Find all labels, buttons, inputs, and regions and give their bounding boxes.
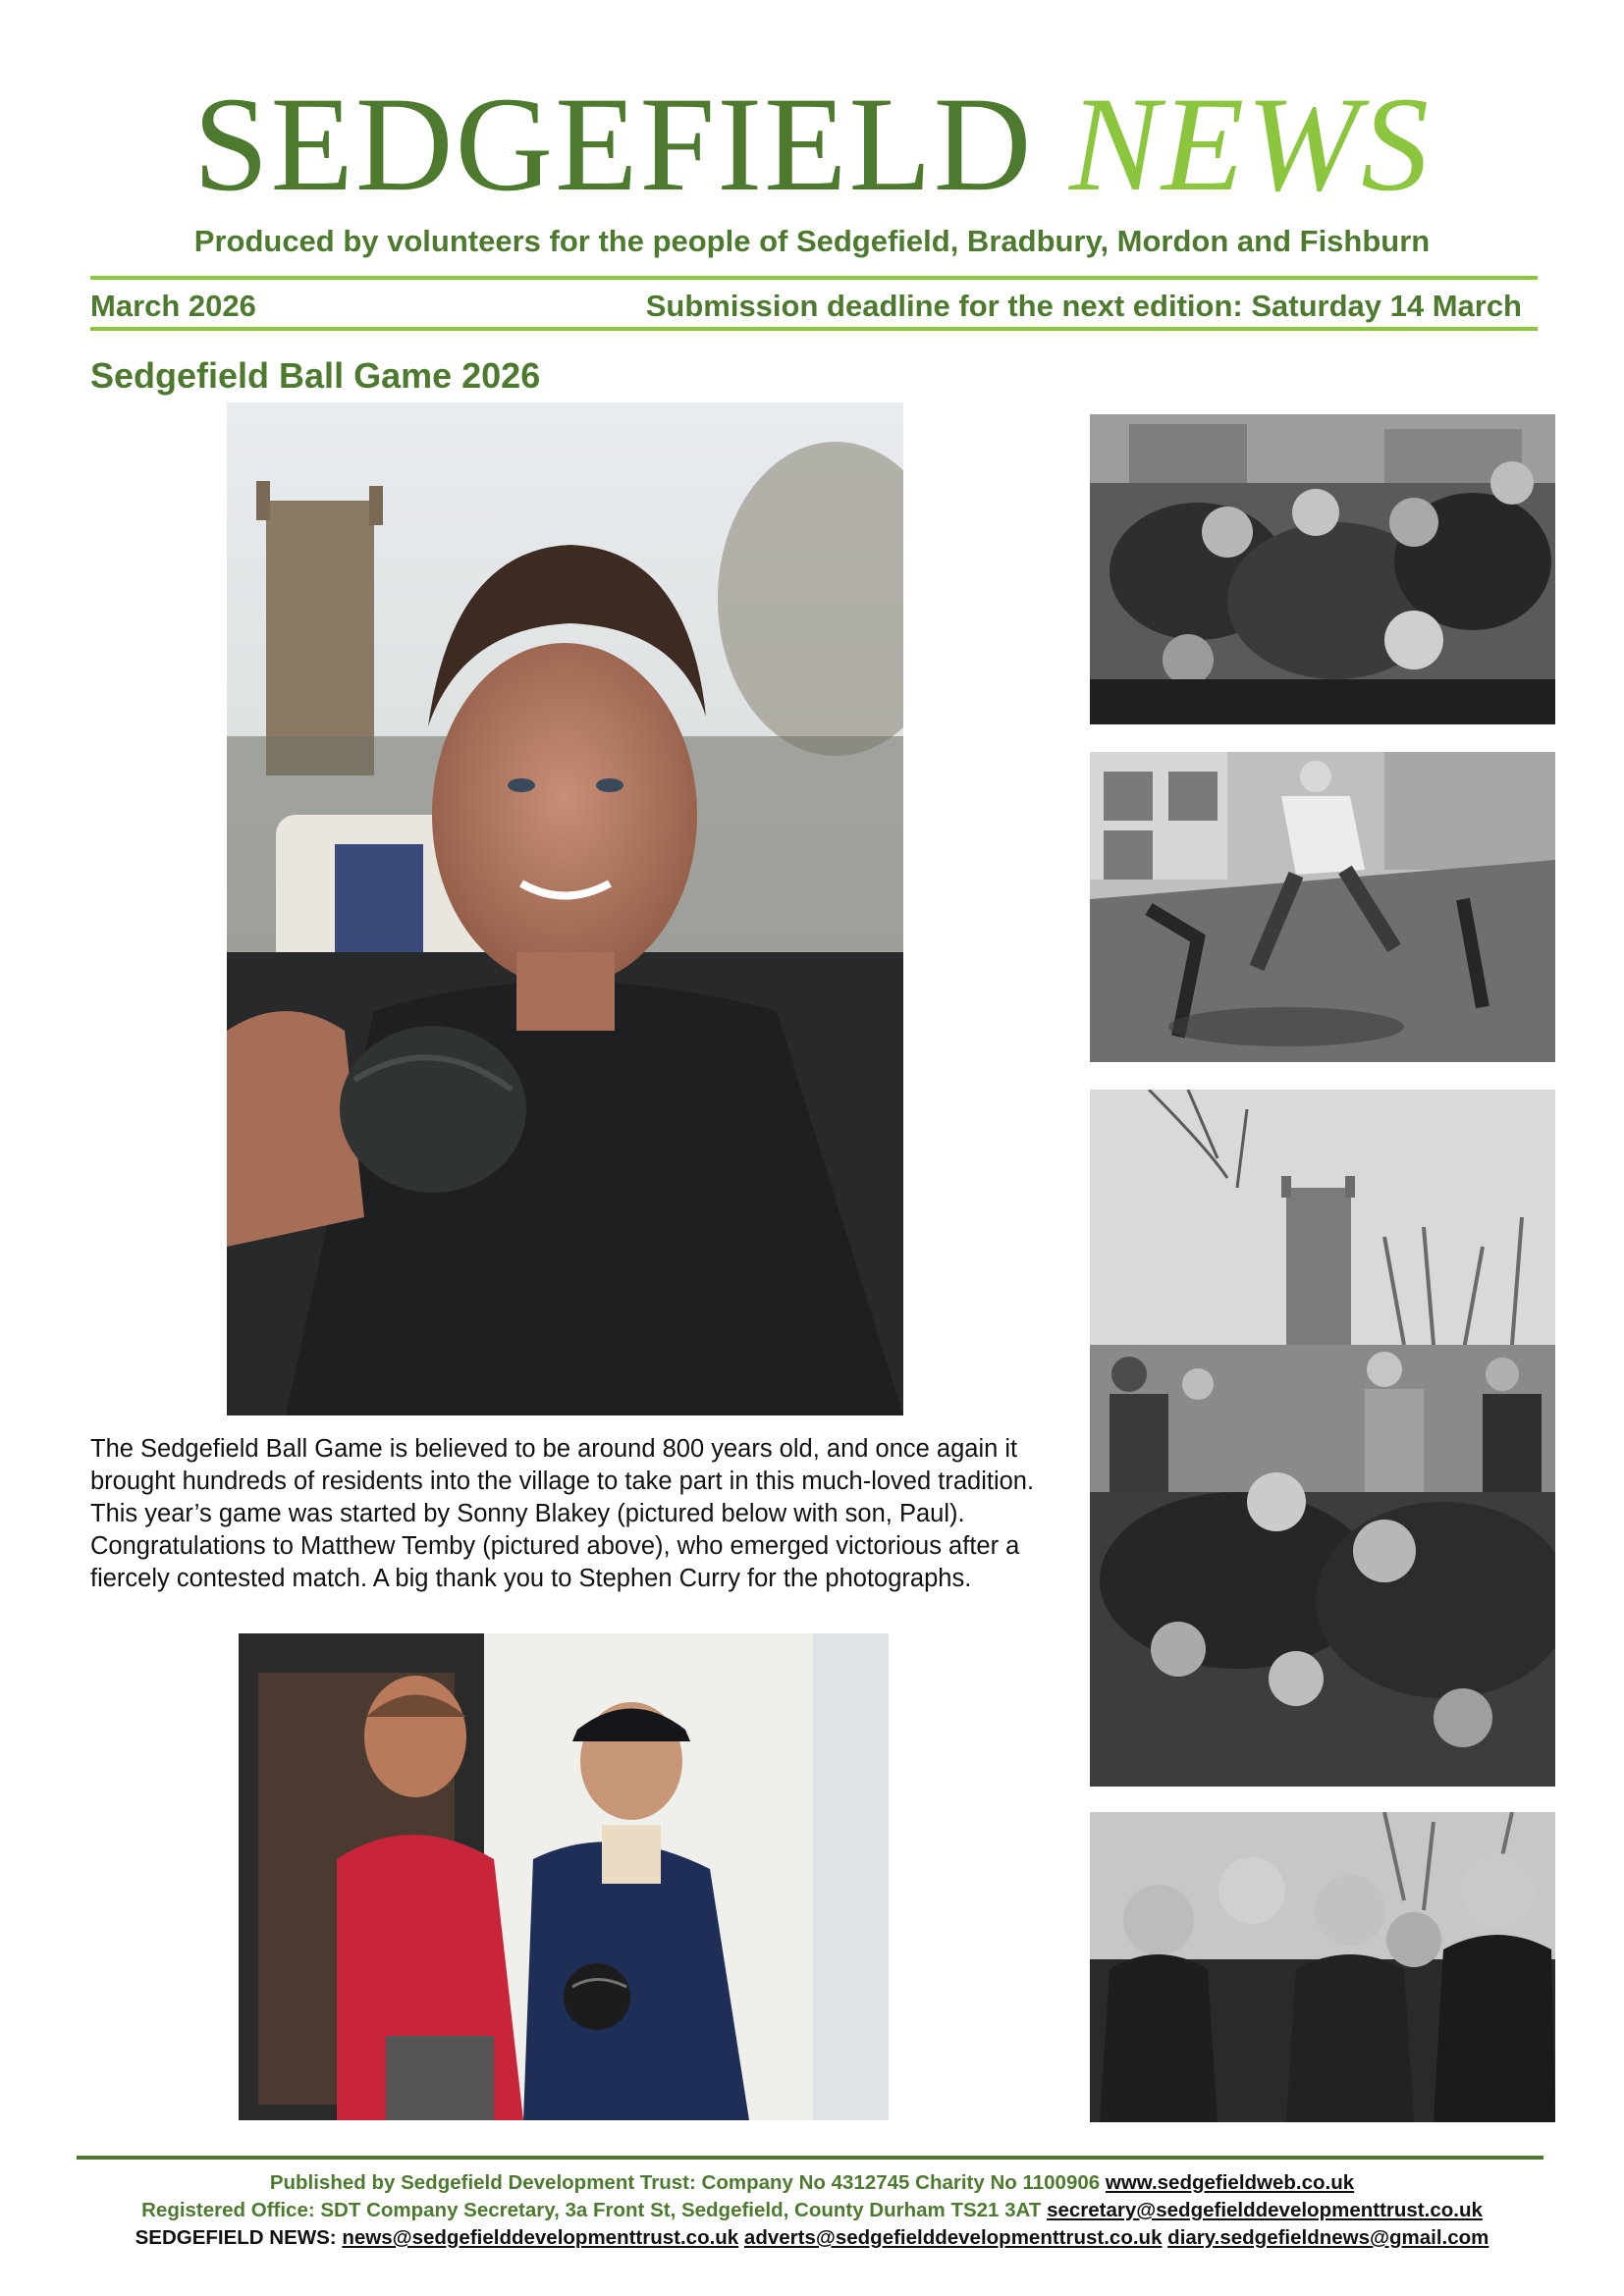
starters-photo [239, 1633, 889, 2120]
submission-deadline: Submission deadline for the next edition: Saturday 14 March [645, 289, 1522, 323]
winner-photo-image [227, 402, 903, 1415]
header-divider-bottom [90, 327, 1538, 331]
edition-row [90, 289, 1538, 324]
article-headline: Sedgefield Ball Game 2026 [90, 355, 541, 396]
masthead-title-accent: NEWS [1068, 69, 1432, 219]
masthead-title: SEDGEFIELD [192, 69, 1034, 219]
website-link[interactable]: www.sedgefieldweb.co.uk [1105, 2171, 1355, 2194]
footer-office-text: Registered Office: SDT Company Secretary, 3a Front St, Sedgefield, County Durham TS21 3AT [141, 2199, 1042, 2221]
article-body: The Sedgefield Ball Game is believed to be around 800 years old, and once again it brought hundreds of residents into the village to take part in this much-loved tradition. This year’s game was started by Sonny Blakey (pictured below with son, Paul). Congratulations to Matthew Temby (pictured above), who emerged victorious after a fiercely contested match. A big thank you to Stephen Curry for the photographs. [90, 1435, 1035, 1592]
scrum-photo-image [1090, 414, 1555, 724]
tagline: Produced by volunteers for the people of Sedgefield, Bradbury, Mordon and Fishburn [193, 224, 1431, 258]
celebrating-crowd-photo [1090, 1812, 1555, 2122]
street-kick-photo-image [1090, 752, 1555, 1062]
edition-date: March 2026 [90, 289, 256, 323]
celebrating-crowd-photo-image [1090, 1812, 1555, 2122]
footer-divider [77, 2156, 1543, 2160]
footer-publisher-text: Published by Sedgefield Development Trust: Company No 4312745 Charity No 1100906 [269, 2171, 1101, 2194]
adverts-email-link[interactable]: adverts@sedgefielddevelopmenttrust.co.uk [743, 2226, 1163, 2249]
footer-office [0, 2197, 1624, 2223]
masthead [0, 69, 1624, 219]
footer-contacts-label: SEDGEFIELD NEWS: [135, 2226, 337, 2249]
churchyard-scrum-photo-image [1090, 1090, 1555, 1787]
news-email-link[interactable]: news@sedgefielddevelopmenttrust.co.uk [342, 2226, 739, 2249]
churchyard-scrum-photo [1090, 1090, 1555, 1787]
footer-contacts [0, 2224, 1624, 2251]
winner-photo [227, 402, 903, 1415]
header-divider-top [90, 276, 1538, 280]
secretary-email-link[interactable]: secretary@sedgefielddevelopmenttrust.co.uk [1047, 2199, 1483, 2221]
street-kick-photo [1090, 752, 1555, 1062]
footer-publisher [0, 2169, 1624, 2196]
scrum-photo [1090, 414, 1555, 724]
diary-email-link[interactable]: diary.sedgefieldnews@gmail.com [1167, 2226, 1489, 2249]
starters-photo-image [239, 1633, 889, 2120]
